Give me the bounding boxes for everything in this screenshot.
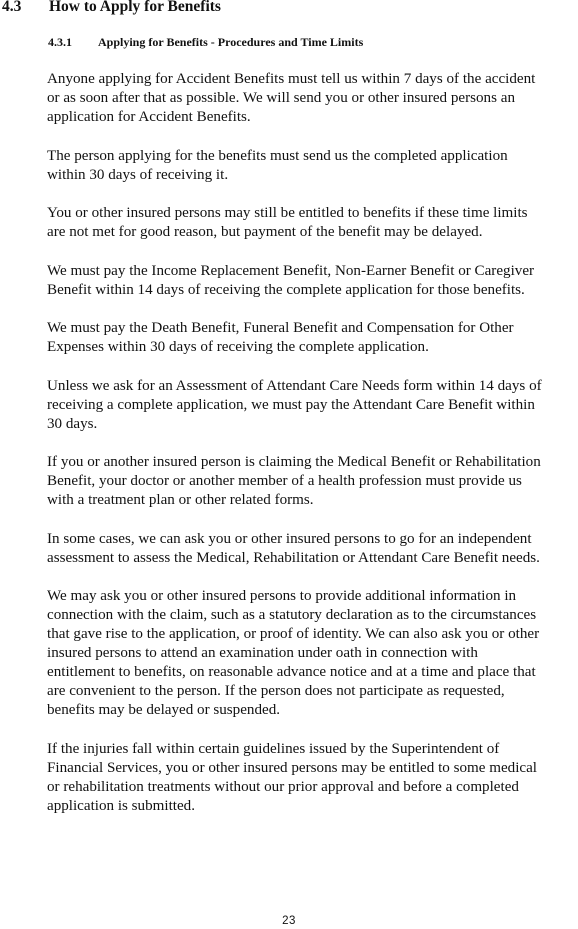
section-number: 4.3 — [2, 0, 22, 15]
section-heading — [2, 0, 221, 16]
text-line: entitlement to benefits, on reasonable advance notice and at a time and place that — [47, 664, 536, 680]
paragraph-independent-assessment — [47, 530, 577, 568]
text-line: We may ask you or other insured persons to provide additional information in — [47, 588, 517, 604]
text-line: If the injuries fall within certain guidelines issued by the Superintendent of — [47, 740, 500, 757]
text-line: that gave rise to the application, or proof of identity. We can also ask you or other — [47, 626, 540, 642]
text-line: are convenient to the person. If the person does not participate as requested, — [47, 683, 505, 699]
text-line: connection with the claim, such as a statutory declaration as to the circumstances — [47, 607, 537, 623]
text-line: are not met for good reason, but payment of the benefit may be delayed. — [47, 224, 483, 240]
text-line: Benefit within 14 days of receiving the complete application for those benefits. — [47, 281, 525, 298]
text-line: application for Accident Benefits. — [47, 109, 251, 125]
text-line: Anyone applying for Accident Benefits must tell us within 7 days of the accident — [47, 71, 536, 87]
paragraph-send-application — [47, 147, 577, 185]
text-line: assessment to assess the Medical, Rehabilitation or Attendant Care Benefit needs. — [47, 549, 540, 566]
paragraph-attendant-care — [47, 377, 577, 434]
text-line: Financial Services, you or other insured persons may be entitled to some medical — [47, 759, 538, 776]
body-text — [47, 70, 577, 835]
subsection-title: Applying for Benefits - Procedures and Time Limits — [98, 35, 364, 49]
paragraph-time-limits — [47, 204, 577, 242]
text-line: The person applying for the benefits must send us the completed application — [47, 147, 508, 164]
text-line: Unless we ask for an Assessment of Attendant Care Needs form within 14 days of — [47, 377, 542, 394]
paragraph-additional-information — [47, 587, 577, 720]
text-line: receiving a complete application, we must pay the Attendant Care Benefit within — [47, 396, 535, 413]
text-line: application is submitted. — [47, 797, 195, 814]
paragraph-income-replacement — [47, 262, 577, 300]
paragraph-notify-accident — [47, 70, 577, 127]
text-line: or rehabilitation treatments without our prior approval and before a completed — [47, 778, 519, 795]
text-line: If you or another insured person is claiming the Medical Benefit or Rehabilitation — [47, 454, 541, 470]
text-line: We must pay the Income Replacement Benefit, Non-Earner Benefit or Caregiver — [47, 262, 535, 279]
subsection-heading — [48, 35, 363, 50]
text-line: insured persons to attend an examination under oath in connection with — [47, 645, 478, 661]
paragraph-guidelines — [47, 740, 577, 816]
text-line: with a treatment plan or other related forms. — [47, 492, 314, 508]
paragraph-death-benefit — [47, 319, 577, 357]
text-line: In some cases, we can ask you or other insured persons to go for an independent — [47, 530, 532, 547]
text-line: You or other insured persons may still be entitled to benefits if these time limits — [47, 205, 528, 221]
page-number: 23 — [282, 915, 296, 927]
paragraph-medical-rehab — [47, 453, 577, 510]
text-line: 30 days. — [47, 415, 98, 432]
text-line: We must pay the Death Benefit, Funeral Benefit and Compensation for Other — [47, 320, 514, 336]
text-line: or as soon after that as possible. We will send you or other insured persons an — [47, 90, 515, 106]
section-title: How to Apply for Benefits — [49, 0, 221, 15]
subsection-number: 4.3.1 — [48, 35, 72, 49]
text-line: within 30 days of receiving it. — [47, 166, 229, 183]
text-line: Expenses within 30 days of receiving the complete application. — [47, 339, 429, 355]
text-line: benefits may be delayed or suspended. — [47, 702, 281, 718]
text-line: Benefit, your doctor or another member of a health profession must provide us — [47, 473, 522, 489]
